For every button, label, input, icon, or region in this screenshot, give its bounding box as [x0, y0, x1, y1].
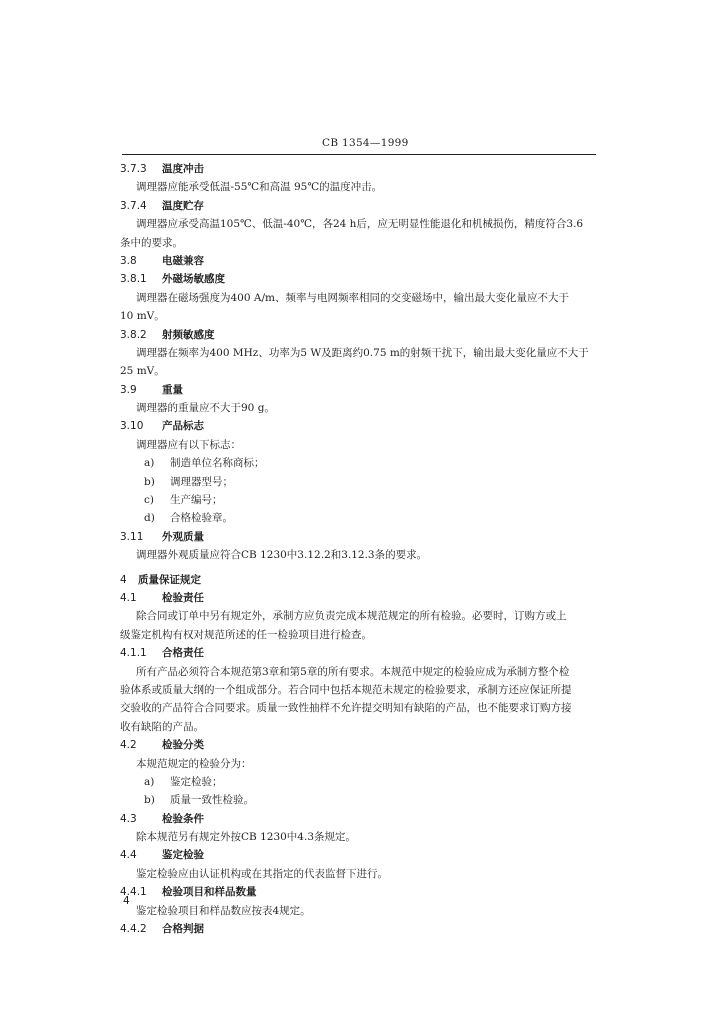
- paragraph-line: 调理器应能承受低温-55℃和高温 95℃的温度冲击。: [136, 181, 383, 194]
- list-item: [120, 491, 598, 509]
- list-item-text: 鉴定检验；: [170, 775, 223, 788]
- section-title: 合格判据: [162, 923, 204, 936]
- section-heading: [120, 160, 598, 178]
- page-number: 4: [123, 895, 130, 907]
- header-rule: [122, 154, 596, 155]
- paragraph-line: 鉴定检验项目和样品数应按表4规定。: [136, 904, 311, 917]
- paragraph-line: 除本规范另有规定外按CB 1230中4.3条规定。: [136, 831, 357, 844]
- section-number: 4.4.2: [120, 923, 147, 936]
- section-heading: [120, 920, 598, 938]
- list-item-text: 合格检验章。: [170, 512, 233, 525]
- paragraph-line: 10 mV。: [120, 310, 165, 323]
- paragraph-line: 25 mV。: [120, 365, 165, 378]
- list-marker: b): [144, 475, 155, 488]
- paragraph-line: 调理器在磁场强度为400 A/m、频率与电网频率相同的交变磁场中，输出最大变化量应不大于: [136, 291, 569, 304]
- section-number: 3.7.3: [120, 163, 147, 175]
- section-title: 检验项目和样品数量: [162, 886, 257, 899]
- list-item-text: 生产编号；: [170, 494, 223, 507]
- list-item-text: 质量一致性检验。: [170, 794, 254, 807]
- section-heading: [120, 883, 598, 901]
- chapter-title: 质量保证规定: [138, 573, 201, 586]
- list-marker: a): [144, 457, 155, 470]
- section-title: 合格责任: [162, 647, 204, 660]
- paragraph-line: 除合同或订单中另有规定外，承制方应负责完成本规范规定的所有检验。必要时，订购方或上: [136, 610, 567, 623]
- section-title: 检验条件: [162, 812, 204, 825]
- list-marker: d): [144, 512, 155, 525]
- list-item: [120, 791, 598, 809]
- list-marker: c): [144, 494, 154, 507]
- section-number: 3.8.1: [120, 273, 147, 286]
- paragraph-line: 调理器应有以下标志：: [136, 438, 241, 451]
- section-heading: [120, 417, 598, 435]
- paragraph-line: 交验收的产品符合合同要求。质量一致性抽样不允许提交明知有缺陷的产品，也不能要求订购方接: [120, 702, 572, 715]
- list-item-text: 调理器型号；: [170, 475, 233, 488]
- section-number: 4.2: [120, 739, 137, 752]
- section-title: 温度贮存: [162, 199, 204, 212]
- document-body: [120, 160, 598, 938]
- section-heading: [120, 810, 598, 828]
- section-number: 3.7.4: [120, 199, 147, 212]
- section-title: 外观质量: [162, 530, 204, 543]
- section-number: 3.8.2: [120, 328, 147, 341]
- paragraph-line: 验体系或质量大纲的一个组成部分。若合同中包括本规范未规定的检验要求，承制方还应保证所提: [120, 683, 572, 696]
- paragraph-line: 鉴定检验应由认证机构或在其指定的代表监督下进行。: [136, 867, 388, 880]
- section-heading: [120, 270, 598, 288]
- paragraph-line: 调理器的重量应不大于90 g。: [136, 402, 275, 415]
- section-title: 温度冲击: [162, 163, 204, 175]
- list-marker: a): [144, 775, 155, 788]
- section-title: 电磁兼容: [162, 254, 204, 267]
- list-marker: b): [144, 794, 155, 807]
- paragraph-line: 所有产品必须符合本规范第3章和第5章的所有要求。本规范中规定的检验应成为承制方整个检: [136, 665, 570, 678]
- section-heading: [120, 589, 598, 607]
- list-item-text: 制造单位名称商标；: [170, 457, 265, 470]
- section-heading: [120, 252, 598, 270]
- section-heading: [120, 644, 598, 662]
- list-item: [120, 454, 598, 472]
- paragraph-line: 本规范规定的检验分为：: [136, 757, 252, 770]
- section-title: 鉴定检验: [162, 849, 204, 862]
- paragraph-line: 收有缺陷的产品。: [120, 720, 204, 733]
- section-number: 4.1.1: [120, 647, 147, 660]
- list-item: [120, 773, 598, 791]
- section-number: 3.10: [120, 420, 144, 433]
- section-number: 4.3: [120, 812, 137, 825]
- chapter-number: 4: [120, 573, 127, 586]
- section-title: 产品标志: [162, 420, 204, 433]
- section-number: 3.8: [120, 254, 137, 267]
- list-item: [120, 509, 598, 527]
- section-number: 4.4.1: [120, 886, 147, 899]
- section-title: 外磁场敏感度: [162, 273, 225, 286]
- section-heading: [120, 846, 598, 864]
- paragraph-line: 条中的要求。: [120, 236, 183, 249]
- section-number: 4.1: [120, 591, 137, 604]
- section-heading: [120, 326, 598, 344]
- chapter-heading: [120, 571, 598, 589]
- paragraph-line: 调理器外观质量应符合CB 1230中3.12.2和3.12.3条的要求。: [136, 549, 428, 562]
- section-number: 3.9: [120, 383, 137, 396]
- section-title: 检验分类: [162, 739, 204, 752]
- list-item: [120, 473, 598, 491]
- section-number: 3.11: [120, 530, 144, 543]
- section-title: 重量: [162, 383, 183, 396]
- paragraph-line: 级鉴定机构有权对规范所述的任一检验项目进行检查。: [120, 628, 372, 641]
- section-heading: [120, 197, 598, 215]
- section-number: 4.4: [120, 849, 137, 862]
- section-heading: [120, 381, 598, 399]
- standard-code-header: CB 1354—1999: [322, 137, 409, 149]
- paragraph-line: 调理器应承受高温105℃、低温-40℃，各24 h后，应无明显性能退化和机械损伤，精度符合3.6: [136, 218, 584, 231]
- section-heading: [120, 528, 598, 546]
- section-heading: [120, 736, 598, 754]
- paragraph-line: 调理器在频率为400 MHz、功率为5 W及距离约0.75 m的射频干扰下，输出最大变化量应不大于: [136, 346, 589, 359]
- section-title: 检验责任: [162, 591, 204, 604]
- section-title: 射频敏感度: [162, 328, 215, 341]
